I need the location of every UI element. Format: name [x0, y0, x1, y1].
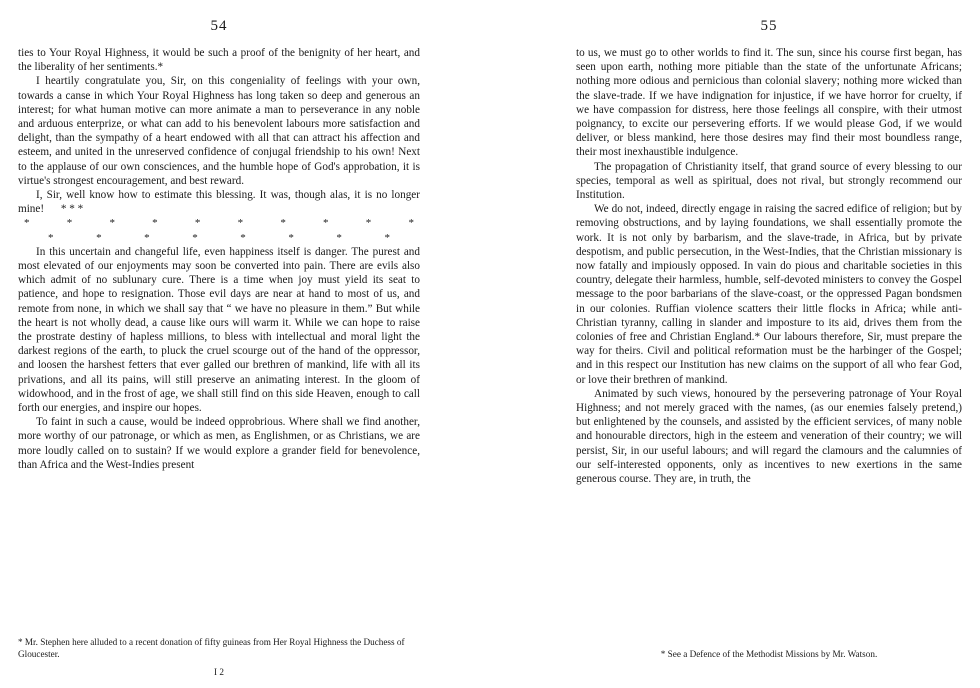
star-glyph: *: [384, 231, 390, 244]
paragraph: to us, we must go to other worlds to find it. The sun, since his course first began, has seen upon earth, nothing more pitiable than the state of the unfortunate Africans; nothing more odious and pernicious than colonial slavery; nothing more wicked than the slave-trade. If we have indignation for injustice, if we have horror for cruelty, if we have compassion for distress, here those feelings all conspire, with their utmost poignancy, to excite our persevering efforts. If we would please God, if we would deliver, or bless mankind, here those desires may find their most boundless range, their most inexhaustible indulgence.: [576, 47, 962, 159]
inline-stars: * * *: [60, 203, 84, 216]
star-glyph: *: [408, 217, 414, 230]
footnote: * Mr. Stephen here alluded to a recent donation of fifty guineas from Her Royal Highness the Duchess of Gloucester.: [18, 637, 405, 659]
star-glyph: *: [144, 231, 150, 244]
star-glyph: *: [109, 217, 115, 230]
paragraph: I heartily congratulate you, Sir, on this congeniality of feelings with your own, towards a canse in which Your Royal Highness has long taken so deep and generous an interest; for what human motive can more animate a man to perseverance in any noble and arduous enterprize, or what can add to his benevolent labours more satisfaction and delight, than the sympathy of a heart endowed with all that can attract his affection and esteem, and united in the unreserved confidence of conjugal friendship to his own! Next to the applause of our own consciences, and the humble hope of God's approbation, it is virtue's strongest encouragement, and best reward.: [18, 75, 420, 187]
star-glyph: *: [336, 231, 342, 244]
section-break-stars: [18, 216, 420, 230]
star-glyph: *: [48, 231, 54, 244]
section-break-stars: [18, 231, 420, 245]
paragraph: To faint in such a cause, would be indeed opprobrious. Where shall we find another, more worthy of our patronage, or which as men, as Englishmen, or as Christians, we are more loudly called on to sustain? If we would explore a grander field for benevolence, than Africa and the West-Indies present: [18, 416, 420, 471]
star-glyph: *: [323, 217, 329, 230]
page-number: 54: [210, 18, 228, 34]
paragraph: ties to Your Royal Highness, it would be such a proof of the benignity of her heart, and the liberality of her sentiments.*: [18, 47, 420, 74]
star-glyph: *: [152, 217, 158, 230]
paragraph: The propagation of Christianity itself, that grand source of every blessing to our species, temporal as well as spiritual, does not rival, but strongly recommend our Institution.: [576, 160, 962, 202]
right-page: [576, 0, 962, 688]
star-glyph: *: [240, 231, 246, 244]
star-glyph: *: [365, 217, 372, 230]
star-glyph: *: [280, 217, 286, 230]
footnote: * See a Defence of the Methodist Missions by Mr. Watson.: [660, 649, 878, 659]
star-glyph: *: [66, 217, 73, 230]
paragraph: Animated by such views, honoured by the persevering patronage of Your Royal Highness; and not merely graced with the names, (as our enemies falsely pretend,) but enlightened by the counsels, and assisted by the efficient services, of many noble and honourable directors, high in the esteem and veneration of their country; we will persist, Sir, in our useful labours; and will regard the clamours and the calumnies of our self-interested opponents, only as incentives to new exertions in the same generous course. They are, in truth, the: [576, 387, 962, 486]
star-glyph: *: [24, 217, 30, 230]
left-page: [18, 0, 420, 688]
star-glyph: *: [96, 231, 102, 244]
page-body: [576, 46, 962, 486]
paragraph: In this uncertain and changeful life, even happiness itself is danger. The purest and most elevated of our enjoyments may soon be converted into pain. There are evils also which admit of no sublunary cure. There is a time when joy must yield its seat to patience, and hope to resignation. Those evil days are near at hand to most of us, and remote from none, in which we shall say that “ we have no pleasure in them.” But while the heart is not wholly dead, a cause like ours will warm it. While we can hope to raise the prostrate destiny of hapless millions, to bless with intellectual and moral light the darkest regions of the earth, to pluck the cruel scourge out of the hand of the oppressor, and loosen the harshest fetters that ever galled our brethren of mankind, life with all its privations, and all its pains, will still preserve an animating interest. In the gloom of widowhood, and in the frost of age, we shall still find on this side Heaven, enough to call forth our energies, and inspire our hopes.: [18, 245, 420, 415]
paragraph: [18, 188, 420, 216]
star-glyph: *: [237, 217, 244, 230]
page-number: 55: [760, 18, 778, 34]
paragraph: We do not, indeed, directly engage in raising the sacred edifice of religion; but by removing obstructions, and by laying foundations, we shall essentially promote the work. It is not only by barbarism, and the slave-trade, in Africa, but by private despotism, and public persecution, in the West-Indies, that the Christian missionary is now fatally and impiously opposed. In vain do pious and charitable societies in this country, delegate their harmless, humble, self-devoted ministers to convey the Gospel message to the poor barbarians of the slave-coast, or the oppressed Pagan bondsmen in our colonies. Ruffian violence scatters their little flocks in Africa; while anti-Christian tyranny, calling in slander and imposture to its aid, drives them from the colonies of free and Christian England.* Our labours therefore, Sir, must prepare the way for theirs. Civil and political reformation must be the harbinger of the Gospel; and in this respect our Institution has new claims on the support of all who fear God, or love their brethren of mankind.: [576, 203, 962, 386]
star-glyph: *: [192, 231, 198, 244]
star-glyph: *: [288, 231, 294, 244]
signature-mark: I 2: [214, 667, 224, 677]
star-glyph: *: [194, 217, 201, 230]
page-body: [18, 46, 420, 472]
paragraph-text: I, Sir, well know how to estimate this blessing. It was, though alas, it is no longer mine!: [18, 189, 420, 216]
